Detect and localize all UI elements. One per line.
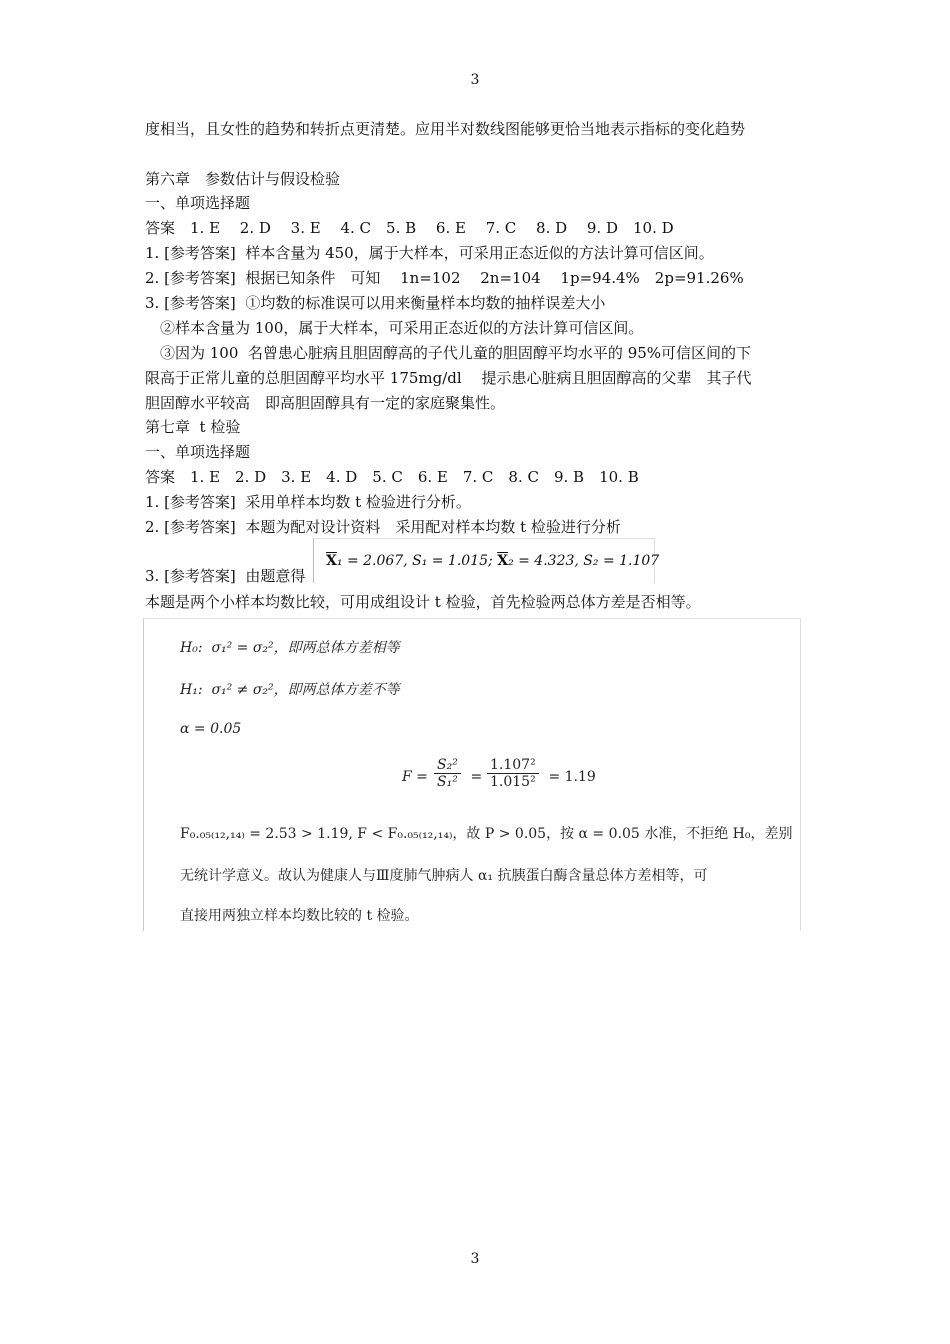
alt-hypothesis: H₁: σ₁² ≠ σ₂²，即两总体方差不等 [180,682,400,698]
answer-1: 1. [参考答案] 样本含量为 450，属于大样本，可采用正态近似的方法计算可信区间。 [145,244,714,262]
answer-3-point-3: ③因为 100 名曾患心脏病且胆固醇高的子代儿童的胆固醇平均水平的 95%可信区间的下 [160,344,752,362]
chapter-6-heading: 第六章 参数估计与假设检验 [145,170,341,188]
answer-1: 1. [参考答案] 采用单样本均数 t 检验进行分析。 [145,493,471,511]
conclusion-line-2: 无统计学意义。故认为健康人与Ⅲ度肺气肿病人 α₁ 抗胰蛋白酶含量总体方差相等，可 [180,868,708,884]
paragraph-line: 度相当，且女性的趋势和转折点更清楚。应用半对数线图能够更恰当地表示指标的变化趋势 [145,120,746,138]
conclusion-line-1: F₀.₀₅₍₁₂,₁₄₎ = 2.53 > 1.19, F < F₀.₀₅₍₁₂,₁₄₎，故 P > 0.05，按 α = 0.05 水准，不拒绝 H₀，差别 [180,826,793,842]
f-fraction-symbolic: $\frac{\text{S₂²}}{\text{S₁²}}$ [434,757,461,790]
solution-image [143,618,801,931]
answer-key: 答案 1. E 2. D 3. E 4. D 5. C 6. E 7. C 8. C 9. B 10. B [145,468,639,486]
answer-2: 2. [参考答案] 本题为配对设计资料 采用配对样本均数 t 检验进行分析 [145,518,621,536]
answer-2: 2. [参考答案] 根据已知条件 可知 1n=102 2n=104 1p=94.4% 2p=91.26% [145,269,744,287]
formula-text: $\overline{X}_1 = 2.067$, S₁ = 1.015; $\overline{X}_2 = 4.323$, S₂ = 1.107 [326,553,660,569]
formula-image [313,538,660,583]
null-hypothesis: H₀: σ₁² = σ₂²，即两总体方差相等 [180,640,400,656]
paragraph-line: 本题是两个小样本均数比较，可用成组设计 t 检验，首先检验两总体方差是否相等。 [145,593,701,611]
paragraph-line: 胆固醇水平较高 即高胆固醇具有一定的家庭聚集性。 [145,394,506,412]
section-heading: 一、单项选择题 [145,443,251,461]
f-equals: = [466,769,487,785]
answer-3: 3. [参考答案] 由题意得 [145,567,306,585]
chapter-7-heading: 第七章 t 检验 [145,418,241,436]
answer-key: 答案 1. E 2. D 3. E 4. C 5. B 6. E 7. C 8. D 9. D 10. D [145,219,674,237]
answer-3: 3. [参考答案] ①均数的标准误可以用来衡量样本均数的抽样误差大小 [145,294,606,312]
alpha-level: α = 0.05 [180,721,242,737]
answer-3-point-2: ②样本含量为 100，属于大样本，可采用正态近似的方法计算可信区间。 [160,319,644,337]
f-formula-lhs: F = [402,769,433,785]
page-number-bottom: 3 [470,1251,480,1267]
f-fraction-values: $\frac{\text{1.107²}}{\text{1.015²}}$ [487,757,539,790]
page-number-top: 3 [470,72,480,88]
paragraph-line: 限高于正常儿童的总胆固醇平均水平 175mg/dl 提示患心脏病且胆固醇高的父辈 其子代 [145,369,752,387]
section-heading: 一、单项选择题 [145,194,251,212]
f-result: = 1.19 [544,769,596,785]
conclusion-line-3: 直接用两独立样本均数比较的 t 检验。 [180,908,419,924]
